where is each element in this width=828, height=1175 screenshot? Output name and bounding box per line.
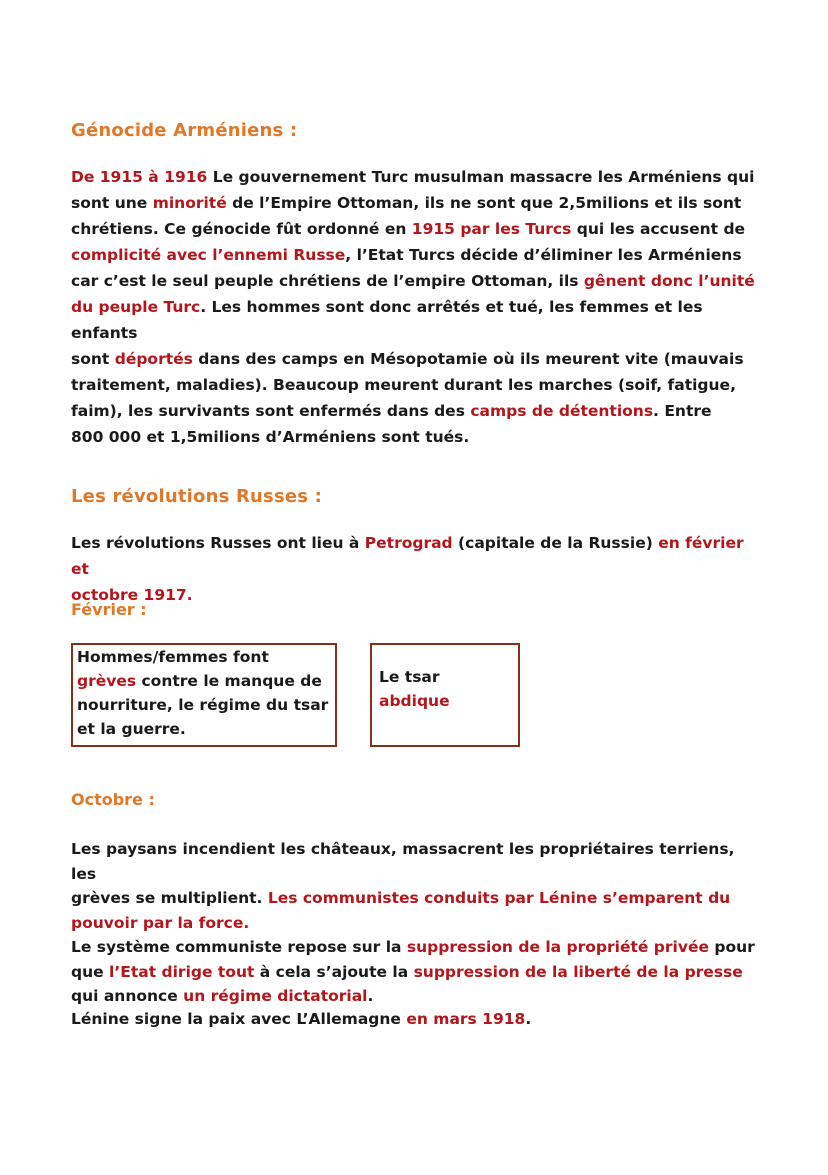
body-text: Le tsar xyxy=(379,668,440,686)
body-text: , l’Etat Turcs décide d’éliminer les Arméniens car c’est le seul peuple chrétiens de l’empire Ottoman, ils xyxy=(71,246,742,290)
highlighted-text: 1915 par les Turcs xyxy=(411,220,572,238)
highlighted-text: Les communistes conduits par Lénine s’emparent du pouvoir par la force. xyxy=(71,889,731,932)
highlighted-text: un régime dictatorial xyxy=(183,987,368,1005)
highlighted-text: grèves xyxy=(77,672,137,690)
revolutions-intro xyxy=(71,530,761,608)
fevrier-causes-line xyxy=(77,717,331,741)
highlighted-text: camps de détentions xyxy=(470,402,654,420)
body-text: Le système communiste repose sur la xyxy=(71,938,402,956)
highlighted-text: l’Etat dirige tout xyxy=(109,962,255,981)
highlighted-text: suppression de la propriété privée xyxy=(406,938,709,956)
octobre-closing xyxy=(71,1006,761,1032)
body-text: Hommes/femmes font xyxy=(77,648,269,666)
fevrier-result-box xyxy=(370,643,520,747)
body-text: qui les accusent de xyxy=(576,220,746,238)
highlighted-text: De 1915 à 1916 xyxy=(71,168,208,186)
body-text: Lénine signe la paix avec L’Allemagne xyxy=(71,1010,407,1028)
genocide-title: Génocide Arméniens : xyxy=(71,120,298,141)
fevrier-title: Février : xyxy=(71,600,147,619)
body-text: de l’Empire Ottoman, ils ne sont que 2,5milions et ils sont chrétiens. Ce génocide fût ordonné en xyxy=(71,194,742,238)
body-text: . xyxy=(367,987,374,1005)
octobre-paragraph xyxy=(71,837,761,1009)
body-text: Les révolutions Russes ont lieu à xyxy=(71,534,365,552)
body-text: . Les hommes sont donc arrêtés et tué, les femmes et les enfants sont xyxy=(71,298,703,368)
highlighted-text: suppression de la liberté de la presse xyxy=(413,962,743,981)
body-text: Le gouvernement Turc musulman massacre les Arméniens qui sont une xyxy=(71,168,755,212)
body-text: . xyxy=(525,1010,532,1028)
body-text: à cela s’ajoute la xyxy=(254,962,414,981)
fevrier-result-text xyxy=(379,668,450,710)
fevrier-causes-line xyxy=(77,669,331,693)
highlighted-text: en février et octobre 1917. xyxy=(71,534,744,604)
highlighted-text: déportés xyxy=(114,350,193,368)
highlighted-text: abdique xyxy=(379,692,450,710)
highlighted-text: gênent donc l’unité du peuple Turc xyxy=(71,272,755,316)
body-text: pour que xyxy=(71,938,755,981)
highlighted-text: complicité avec l’ennemi Russe xyxy=(71,246,346,264)
body-text: dans des camps en Mésopotamie où ils meurent vite (mauvais traitement, maladies). Beaucoup meurent durant les marches (soif, fatigue, faim), les survivants sont enfermés dans des xyxy=(71,350,744,420)
octobre-title: Octobre : xyxy=(71,790,155,809)
body-text: Les paysans incendient les châteaux, massacrent les propriétaires terriens, les grèves se multiplient. xyxy=(71,840,735,907)
body-text: et la guerre. xyxy=(77,720,186,738)
revolutions-title: Les révolutions Russes : xyxy=(71,486,323,507)
highlighted-text: Petrograd xyxy=(364,534,453,552)
highlighted-text: en mars 1918 xyxy=(406,1010,526,1028)
body-text: (capitale de la Russie) xyxy=(452,534,659,552)
highlighted-text: minorité xyxy=(152,194,227,212)
body-text: contre le manque de xyxy=(136,672,322,690)
fevrier-causes-box xyxy=(71,643,337,747)
fevrier-causes-line xyxy=(77,645,331,669)
body-text: qui annonce xyxy=(71,987,178,1005)
fevrier-causes-line xyxy=(77,693,331,717)
body-text: . Entre 800 000 et 1,5milions d’Arméniens sont tués. xyxy=(71,402,712,446)
body-text: nourriture, le régime du tsar xyxy=(77,696,329,714)
genocide-paragraph xyxy=(71,164,761,450)
